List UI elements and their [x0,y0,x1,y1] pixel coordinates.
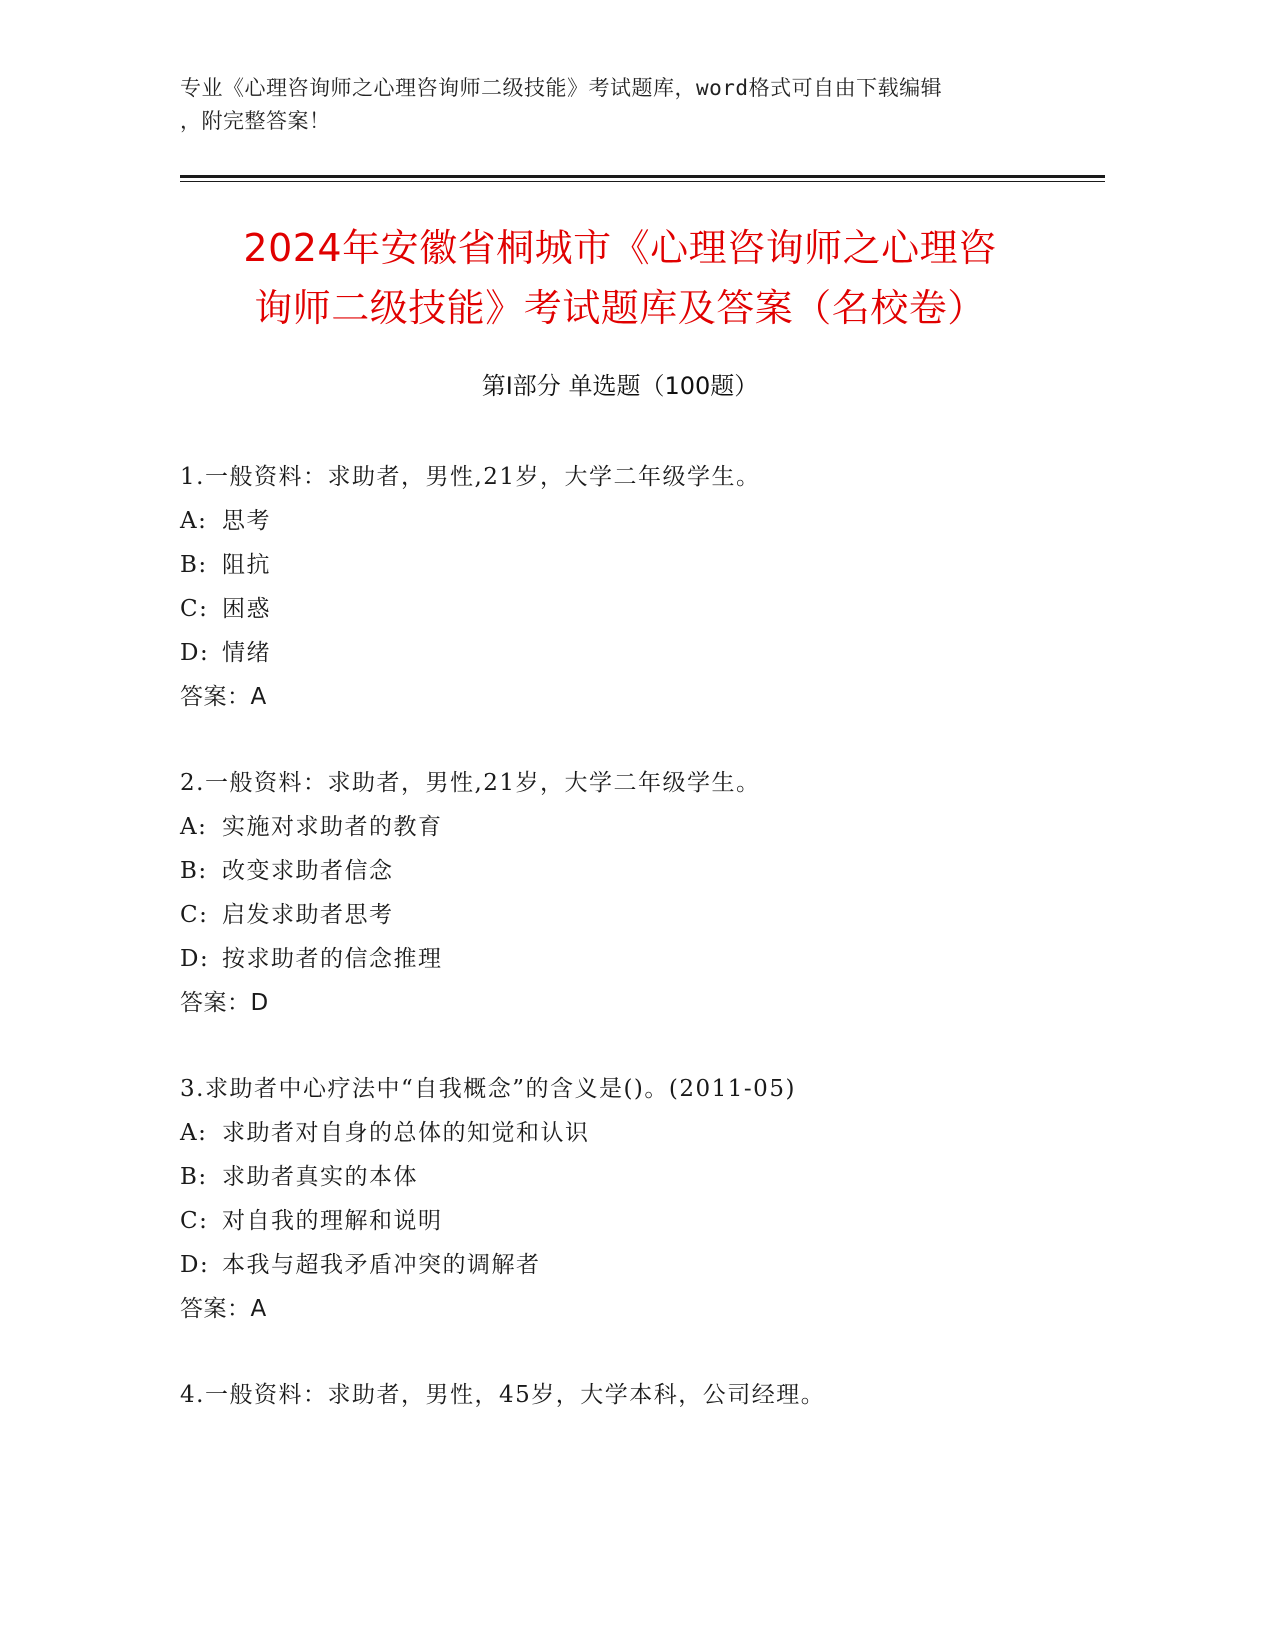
option-letter: A: [180,1120,208,1146]
header-note-line: ，附完整答案！ [180,109,331,133]
option-d [180,631,1080,675]
answer-line: 答案：D [180,990,269,1016]
option-c [180,1199,1080,1243]
option-text: 困惑 [222,596,271,622]
header-note-line: 专业《心理咨询师之心理咨询师二级技能》考试题库，word格式可自由下载编辑 [180,76,943,100]
option-text: 改变求助者信念 [222,858,394,884]
question-item [180,1067,1080,1331]
option-letter: D: [180,1252,210,1278]
option-text: 实施对求助者的教育 [222,814,443,840]
option-text: 阻抗 [222,552,271,578]
header-divider-thick [180,175,1105,178]
option-letter: B: [180,858,208,884]
document-title-line: 询师二级技能》考试题库及答案（名校卷） [254,286,986,330]
option-letter: A: [180,814,208,840]
option-text: 求助者真实的本体 [222,1164,418,1190]
option-b [180,849,1080,893]
answer-line: 答案：A [180,1296,267,1322]
option-text: 求助者对自身的总体的知觉和认识 [222,1120,590,1146]
option-letter: C: [180,596,209,622]
question-item [180,761,1080,1025]
option-text: 对自我的理解和说明 [222,1208,443,1234]
option-letter: D: [180,640,210,666]
option-d [180,1243,1080,1287]
option-c [180,587,1080,631]
option-a [180,499,1080,543]
option-b [180,1155,1080,1199]
header-divider-thin [180,181,1105,182]
question-stem: 2.一般资料：求助者，男性,21岁，大学二年级学生。 [180,770,761,796]
option-a [180,1111,1080,1155]
document-title-line: 2024年安徽省桐城市《心理咨询师之心理咨 [243,226,997,270]
option-letter: D: [180,946,210,972]
option-letter: B: [180,552,208,578]
option-text: 本我与超我矛盾冲突的调解者 [222,1252,541,1278]
option-text: 按求助者的信念推理 [222,946,443,972]
option-text: 启发求助者思考 [222,902,394,928]
question-item [180,455,1080,719]
question-stem: 4.一般资料：求助者，男性，45岁，大学本科，公司经理。 [180,1382,826,1408]
question-stem: 3.求助者中心疗法中“自我概念”的含义是()。(2011-05) [180,1076,796,1102]
option-text: 思考 [222,508,271,534]
question-list [180,455,1080,1459]
option-b [180,543,1080,587]
question-item [180,1373,1080,1417]
section-heading: 第Ⅰ部分 单选题（100题） [481,372,759,400]
document-title [180,218,1060,338]
option-letter: B: [180,1164,208,1190]
option-text: 情绪 [222,640,271,666]
header-note [180,72,1040,138]
question-stem: 1.一般资料：求助者，男性,21岁，大学二年级学生。 [180,464,761,490]
option-letter: C: [180,902,209,928]
option-letter: C: [180,1208,209,1234]
option-a [180,805,1080,849]
option-c [180,893,1080,937]
option-letter: A: [180,508,208,534]
answer-line: 答案：A [180,684,267,710]
option-d [180,937,1080,981]
